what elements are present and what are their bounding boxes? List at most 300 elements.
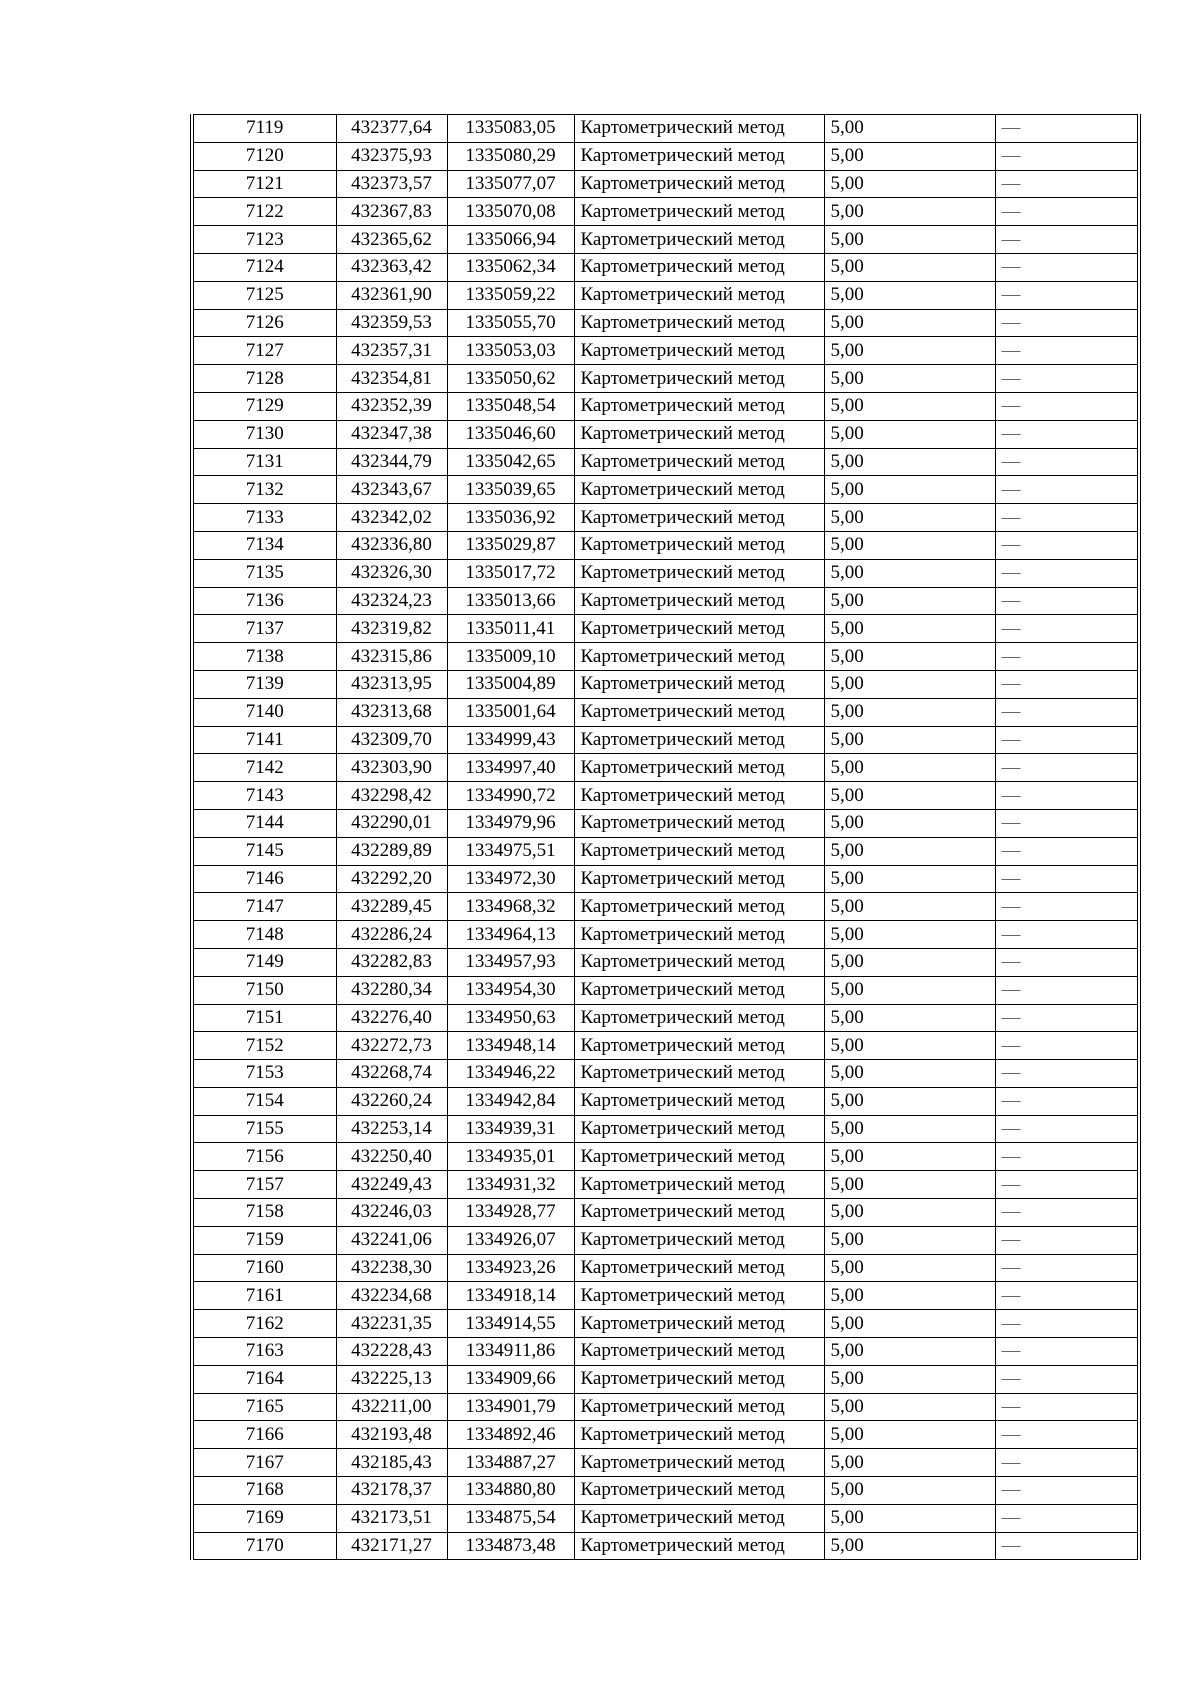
description-cell: — bbox=[995, 1199, 1139, 1227]
point-number-cell: 7155 bbox=[192, 1115, 336, 1143]
point-number-cell: 7128 bbox=[192, 365, 336, 393]
method-cell: Картометрический метод bbox=[574, 420, 824, 448]
y-coordinate-cell: 1334914,55 bbox=[447, 1310, 574, 1338]
point-number-cell: 7159 bbox=[192, 1226, 336, 1254]
accuracy-cell: 5,00 bbox=[824, 698, 995, 726]
accuracy-cell: 5,00 bbox=[824, 893, 995, 921]
y-coordinate-cell: 1335055,70 bbox=[447, 309, 574, 337]
description-cell: — bbox=[995, 309, 1139, 337]
y-coordinate-cell: 1335083,05 bbox=[447, 115, 574, 143]
point-number-cell: 7162 bbox=[192, 1310, 336, 1338]
description-cell: — bbox=[995, 976, 1139, 1004]
description-cell: — bbox=[995, 1365, 1139, 1393]
table-row bbox=[192, 1282, 1139, 1310]
table-row bbox=[192, 1477, 1139, 1505]
y-coordinate-cell: 1334968,32 bbox=[447, 893, 574, 921]
description-cell: — bbox=[995, 809, 1139, 837]
method-cell: Картометрический метод bbox=[574, 337, 824, 365]
y-coordinate-cell: 1335004,89 bbox=[447, 670, 574, 698]
point-number-cell: 7152 bbox=[192, 1032, 336, 1060]
table-row bbox=[192, 170, 1139, 198]
description-cell: — bbox=[995, 1143, 1139, 1171]
accuracy-cell: 5,00 bbox=[824, 1060, 995, 1088]
y-coordinate-cell: 1334999,43 bbox=[447, 726, 574, 754]
description-cell: — bbox=[995, 559, 1139, 587]
y-coordinate-cell: 1334911,86 bbox=[447, 1338, 574, 1366]
description-cell: — bbox=[995, 420, 1139, 448]
accuracy-cell: 5,00 bbox=[824, 1199, 995, 1227]
description-cell: — bbox=[995, 643, 1139, 671]
method-cell: Картометрический метод bbox=[574, 1532, 824, 1560]
x-coordinate-cell: 432280,34 bbox=[336, 976, 447, 1004]
point-number-cell: 7156 bbox=[192, 1143, 336, 1171]
y-coordinate-cell: 1335059,22 bbox=[447, 281, 574, 309]
method-cell: Картометрический метод bbox=[574, 1143, 824, 1171]
description-cell: — bbox=[995, 1004, 1139, 1032]
point-number-cell: 7167 bbox=[192, 1449, 336, 1477]
y-coordinate-cell: 1335013,66 bbox=[447, 587, 574, 615]
x-coordinate-cell: 432260,24 bbox=[336, 1087, 447, 1115]
x-coordinate-cell: 432361,90 bbox=[336, 281, 447, 309]
accuracy-cell: 5,00 bbox=[824, 198, 995, 226]
table-row bbox=[192, 365, 1139, 393]
x-coordinate-cell: 432373,57 bbox=[336, 170, 447, 198]
description-cell: — bbox=[995, 726, 1139, 754]
method-cell: Картометрический метод bbox=[574, 1449, 824, 1477]
accuracy-cell: 5,00 bbox=[824, 1477, 995, 1505]
method-cell: Картометрический метод bbox=[574, 698, 824, 726]
accuracy-cell: 5,00 bbox=[824, 754, 995, 782]
table-row bbox=[192, 698, 1139, 726]
point-number-cell: 7123 bbox=[192, 226, 336, 254]
point-number-cell: 7119 bbox=[192, 115, 336, 143]
x-coordinate-cell: 432352,39 bbox=[336, 392, 447, 420]
description-cell: — bbox=[995, 837, 1139, 865]
y-coordinate-cell: 1335009,10 bbox=[447, 643, 574, 671]
point-number-cell: 7154 bbox=[192, 1087, 336, 1115]
description-cell: — bbox=[995, 170, 1139, 198]
point-number-cell: 7124 bbox=[192, 253, 336, 281]
table-row bbox=[192, 921, 1139, 949]
point-number-cell: 7121 bbox=[192, 170, 336, 198]
table-row bbox=[192, 670, 1139, 698]
y-coordinate-cell: 1334887,27 bbox=[447, 1449, 574, 1477]
y-coordinate-cell: 1335039,65 bbox=[447, 476, 574, 504]
table-row bbox=[192, 253, 1139, 281]
method-cell: Картометрический метод bbox=[574, 1477, 824, 1505]
x-coordinate-cell: 432238,30 bbox=[336, 1254, 447, 1282]
method-cell: Картометрический метод bbox=[574, 782, 824, 810]
x-coordinate-cell: 432286,24 bbox=[336, 921, 447, 949]
description-cell: — bbox=[995, 1115, 1139, 1143]
method-cell: Картометрический метод bbox=[574, 1365, 824, 1393]
y-coordinate-cell: 1334948,14 bbox=[447, 1032, 574, 1060]
accuracy-cell: 5,00 bbox=[824, 1365, 995, 1393]
x-coordinate-cell: 432319,82 bbox=[336, 615, 447, 643]
point-number-cell: 7166 bbox=[192, 1421, 336, 1449]
accuracy-cell: 5,00 bbox=[824, 1004, 995, 1032]
y-coordinate-cell: 1335050,62 bbox=[447, 365, 574, 393]
table-row bbox=[192, 504, 1139, 532]
point-number-cell: 7142 bbox=[192, 754, 336, 782]
description-cell: — bbox=[995, 893, 1139, 921]
point-number-cell: 7141 bbox=[192, 726, 336, 754]
y-coordinate-cell: 1334942,84 bbox=[447, 1087, 574, 1115]
description-cell: — bbox=[995, 337, 1139, 365]
description-cell: — bbox=[995, 504, 1139, 532]
description-cell: — bbox=[995, 1032, 1139, 1060]
accuracy-cell: 5,00 bbox=[824, 1226, 995, 1254]
x-coordinate-cell: 432250,40 bbox=[336, 1143, 447, 1171]
x-coordinate-cell: 432171,27 bbox=[336, 1532, 447, 1560]
x-coordinate-cell: 432178,37 bbox=[336, 1477, 447, 1505]
method-cell: Картометрический метод bbox=[574, 670, 824, 698]
method-cell: Картометрический метод bbox=[574, 170, 824, 198]
point-number-cell: 7129 bbox=[192, 392, 336, 420]
y-coordinate-cell: 1334901,79 bbox=[447, 1393, 574, 1421]
accuracy-cell: 5,00 bbox=[824, 1393, 995, 1421]
point-number-cell: 7146 bbox=[192, 865, 336, 893]
y-coordinate-cell: 1335036,92 bbox=[447, 504, 574, 532]
y-coordinate-cell: 1335029,87 bbox=[447, 531, 574, 559]
point-number-cell: 7122 bbox=[192, 198, 336, 226]
x-coordinate-cell: 432344,79 bbox=[336, 448, 447, 476]
method-cell: Картометрический метод bbox=[574, 115, 824, 143]
table-row bbox=[192, 281, 1139, 309]
description-cell: — bbox=[995, 1393, 1139, 1421]
description-cell: — bbox=[995, 448, 1139, 476]
point-number-cell: 7153 bbox=[192, 1060, 336, 1088]
method-cell: Картометрический метод bbox=[574, 531, 824, 559]
x-coordinate-cell: 432363,42 bbox=[336, 253, 447, 281]
accuracy-cell: 5,00 bbox=[824, 337, 995, 365]
x-coordinate-cell: 432289,45 bbox=[336, 893, 447, 921]
accuracy-cell: 5,00 bbox=[824, 921, 995, 949]
point-number-cell: 7139 bbox=[192, 670, 336, 698]
point-number-cell: 7125 bbox=[192, 281, 336, 309]
method-cell: Картометрический метод bbox=[574, 1199, 824, 1227]
accuracy-cell: 5,00 bbox=[824, 531, 995, 559]
table-row bbox=[192, 1421, 1139, 1449]
table-row bbox=[192, 531, 1139, 559]
accuracy-cell: 5,00 bbox=[824, 392, 995, 420]
accuracy-cell: 5,00 bbox=[824, 559, 995, 587]
description-cell: — bbox=[995, 1532, 1139, 1560]
point-number-cell: 7138 bbox=[192, 643, 336, 671]
x-coordinate-cell: 432303,90 bbox=[336, 754, 447, 782]
y-coordinate-cell: 1335077,07 bbox=[447, 170, 574, 198]
accuracy-cell: 5,00 bbox=[824, 587, 995, 615]
method-cell: Картометрический метод bbox=[574, 448, 824, 476]
y-coordinate-cell: 1334892,46 bbox=[447, 1421, 574, 1449]
x-coordinate-cell: 432292,20 bbox=[336, 865, 447, 893]
x-coordinate-cell: 432276,40 bbox=[336, 1004, 447, 1032]
accuracy-cell: 5,00 bbox=[824, 281, 995, 309]
y-coordinate-cell: 1335070,08 bbox=[447, 198, 574, 226]
x-coordinate-cell: 432173,51 bbox=[336, 1504, 447, 1532]
description-cell: — bbox=[995, 365, 1139, 393]
table-row bbox=[192, 643, 1139, 671]
method-cell: Картометрический метод bbox=[574, 504, 824, 532]
table-row bbox=[192, 809, 1139, 837]
method-cell: Картометрический метод bbox=[574, 1032, 824, 1060]
x-coordinate-cell: 432357,31 bbox=[336, 337, 447, 365]
y-coordinate-cell: 1334931,32 bbox=[447, 1171, 574, 1199]
accuracy-cell: 5,00 bbox=[824, 504, 995, 532]
accuracy-cell: 5,00 bbox=[824, 1310, 995, 1338]
method-cell: Картометрический метод bbox=[574, 226, 824, 254]
point-number-cell: 7130 bbox=[192, 420, 336, 448]
x-coordinate-cell: 432193,48 bbox=[336, 1421, 447, 1449]
point-number-cell: 7147 bbox=[192, 893, 336, 921]
accuracy-cell: 5,00 bbox=[824, 643, 995, 671]
accuracy-cell: 5,00 bbox=[824, 1032, 995, 1060]
x-coordinate-cell: 432268,74 bbox=[336, 1060, 447, 1088]
x-coordinate-cell: 432246,03 bbox=[336, 1199, 447, 1227]
y-coordinate-cell: 1334880,80 bbox=[447, 1477, 574, 1505]
table-row bbox=[192, 726, 1139, 754]
y-coordinate-cell: 1334875,54 bbox=[447, 1504, 574, 1532]
description-cell: — bbox=[995, 615, 1139, 643]
description-cell: — bbox=[995, 226, 1139, 254]
table-row bbox=[192, 1310, 1139, 1338]
x-coordinate-cell: 432342,02 bbox=[336, 504, 447, 532]
table-row bbox=[192, 865, 1139, 893]
y-coordinate-cell: 1335001,64 bbox=[447, 698, 574, 726]
x-coordinate-cell: 432228,43 bbox=[336, 1338, 447, 1366]
description-cell: — bbox=[995, 1254, 1139, 1282]
table-row bbox=[192, 1032, 1139, 1060]
description-cell: — bbox=[995, 392, 1139, 420]
point-number-cell: 7136 bbox=[192, 587, 336, 615]
accuracy-cell: 5,00 bbox=[824, 1504, 995, 1532]
y-coordinate-cell: 1334954,30 bbox=[447, 976, 574, 1004]
method-cell: Картометрический метод bbox=[574, 1282, 824, 1310]
description-cell: — bbox=[995, 198, 1139, 226]
point-number-cell: 7163 bbox=[192, 1338, 336, 1366]
coordinates-table-body bbox=[192, 115, 1139, 1560]
x-coordinate-cell: 432309,70 bbox=[336, 726, 447, 754]
x-coordinate-cell: 432253,14 bbox=[336, 1115, 447, 1143]
accuracy-cell: 5,00 bbox=[824, 809, 995, 837]
x-coordinate-cell: 432359,53 bbox=[336, 309, 447, 337]
point-number-cell: 7145 bbox=[192, 837, 336, 865]
accuracy-cell: 5,00 bbox=[824, 1421, 995, 1449]
description-cell: — bbox=[995, 1504, 1139, 1532]
table-row bbox=[192, 1199, 1139, 1227]
description-cell: — bbox=[995, 1421, 1139, 1449]
x-coordinate-cell: 432324,23 bbox=[336, 587, 447, 615]
y-coordinate-cell: 1334997,40 bbox=[447, 754, 574, 782]
method-cell: Картометрический метод bbox=[574, 1393, 824, 1421]
y-coordinate-cell: 1334946,22 bbox=[447, 1060, 574, 1088]
description-cell: — bbox=[995, 531, 1139, 559]
description-cell: — bbox=[995, 1477, 1139, 1505]
method-cell: Картометрический метод bbox=[574, 809, 824, 837]
y-coordinate-cell: 1335066,94 bbox=[447, 226, 574, 254]
table-row bbox=[192, 420, 1139, 448]
accuracy-cell: 5,00 bbox=[824, 726, 995, 754]
method-cell: Картометрический метод bbox=[574, 1115, 824, 1143]
description-cell: — bbox=[995, 782, 1139, 810]
table-row bbox=[192, 1060, 1139, 1088]
method-cell: Картометрический метод bbox=[574, 1310, 824, 1338]
y-coordinate-cell: 1334950,63 bbox=[447, 1004, 574, 1032]
description-cell: — bbox=[995, 1310, 1139, 1338]
method-cell: Картометрический метод bbox=[574, 1421, 824, 1449]
accuracy-cell: 5,00 bbox=[824, 1115, 995, 1143]
point-number-cell: 7131 bbox=[192, 448, 336, 476]
y-coordinate-cell: 1335080,29 bbox=[447, 142, 574, 170]
y-coordinate-cell: 1335062,34 bbox=[447, 253, 574, 281]
description-cell: — bbox=[995, 670, 1139, 698]
point-number-cell: 7150 bbox=[192, 976, 336, 1004]
table-row bbox=[192, 976, 1139, 1004]
method-cell: Картометрический метод bbox=[574, 976, 824, 1004]
table-row bbox=[192, 1393, 1139, 1421]
table-row bbox=[192, 142, 1139, 170]
description-cell: — bbox=[995, 1087, 1139, 1115]
point-number-cell: 7140 bbox=[192, 698, 336, 726]
method-cell: Картометрический метод bbox=[574, 365, 824, 393]
x-coordinate-cell: 432211,00 bbox=[336, 1393, 447, 1421]
x-coordinate-cell: 432354,81 bbox=[336, 365, 447, 393]
point-number-cell: 7143 bbox=[192, 782, 336, 810]
accuracy-cell: 5,00 bbox=[824, 1338, 995, 1366]
y-coordinate-cell: 1334957,93 bbox=[447, 948, 574, 976]
coordinates-table bbox=[190, 114, 1141, 1560]
description-cell: — bbox=[995, 281, 1139, 309]
table-row bbox=[192, 1449, 1139, 1477]
accuracy-cell: 5,00 bbox=[824, 142, 995, 170]
table-row bbox=[192, 1532, 1139, 1560]
y-coordinate-cell: 1334909,66 bbox=[447, 1365, 574, 1393]
accuracy-cell: 5,00 bbox=[824, 837, 995, 865]
y-coordinate-cell: 1335011,41 bbox=[447, 615, 574, 643]
x-coordinate-cell: 432375,93 bbox=[336, 142, 447, 170]
method-cell: Картометрический метод bbox=[574, 198, 824, 226]
description-cell: — bbox=[995, 754, 1139, 782]
accuracy-cell: 5,00 bbox=[824, 1143, 995, 1171]
method-cell: Картометрический метод bbox=[574, 1254, 824, 1282]
x-coordinate-cell: 432336,80 bbox=[336, 531, 447, 559]
description-cell: — bbox=[995, 142, 1139, 170]
description-cell: — bbox=[995, 476, 1139, 504]
x-coordinate-cell: 432365,62 bbox=[336, 226, 447, 254]
point-number-cell: 7151 bbox=[192, 1004, 336, 1032]
point-number-cell: 7133 bbox=[192, 504, 336, 532]
accuracy-cell: 5,00 bbox=[824, 476, 995, 504]
method-cell: Картометрический метод bbox=[574, 1226, 824, 1254]
y-coordinate-cell: 1334939,31 bbox=[447, 1115, 574, 1143]
point-number-cell: 7169 bbox=[192, 1504, 336, 1532]
y-coordinate-cell: 1334990,72 bbox=[447, 782, 574, 810]
point-number-cell: 7157 bbox=[192, 1171, 336, 1199]
point-number-cell: 7161 bbox=[192, 1282, 336, 1310]
accuracy-cell: 5,00 bbox=[824, 1254, 995, 1282]
y-coordinate-cell: 1334975,51 bbox=[447, 837, 574, 865]
y-coordinate-cell: 1334979,96 bbox=[447, 809, 574, 837]
method-cell: Картометрический метод bbox=[574, 1060, 824, 1088]
description-cell: — bbox=[995, 115, 1139, 143]
y-coordinate-cell: 1335053,03 bbox=[447, 337, 574, 365]
method-cell: Картометрический метод bbox=[574, 754, 824, 782]
table-row bbox=[192, 1087, 1139, 1115]
x-coordinate-cell: 432225,13 bbox=[336, 1365, 447, 1393]
description-cell: — bbox=[995, 948, 1139, 976]
point-number-cell: 7134 bbox=[192, 531, 336, 559]
accuracy-cell: 5,00 bbox=[824, 948, 995, 976]
table-row bbox=[192, 893, 1139, 921]
x-coordinate-cell: 432315,86 bbox=[336, 643, 447, 671]
x-coordinate-cell: 432326,30 bbox=[336, 559, 447, 587]
accuracy-cell: 5,00 bbox=[824, 1087, 995, 1115]
accuracy-cell: 5,00 bbox=[824, 309, 995, 337]
method-cell: Картометрический метод bbox=[574, 253, 824, 281]
point-number-cell: 7137 bbox=[192, 615, 336, 643]
point-number-cell: 7120 bbox=[192, 142, 336, 170]
method-cell: Картометрический метод bbox=[574, 615, 824, 643]
table-row bbox=[192, 1504, 1139, 1532]
x-coordinate-cell: 432282,83 bbox=[336, 948, 447, 976]
x-coordinate-cell: 432234,68 bbox=[336, 1282, 447, 1310]
x-coordinate-cell: 432241,06 bbox=[336, 1226, 447, 1254]
table-row bbox=[192, 948, 1139, 976]
accuracy-cell: 5,00 bbox=[824, 420, 995, 448]
accuracy-cell: 5,00 bbox=[824, 615, 995, 643]
table-row bbox=[192, 559, 1139, 587]
method-cell: Картометрический метод bbox=[574, 1004, 824, 1032]
description-cell: — bbox=[995, 698, 1139, 726]
description-cell: — bbox=[995, 1171, 1139, 1199]
method-cell: Картометрический метод bbox=[574, 726, 824, 754]
y-coordinate-cell: 1334935,01 bbox=[447, 1143, 574, 1171]
method-cell: Картометрический метод bbox=[574, 309, 824, 337]
method-cell: Картометрический метод bbox=[574, 392, 824, 420]
x-coordinate-cell: 432185,43 bbox=[336, 1449, 447, 1477]
x-coordinate-cell: 432249,43 bbox=[336, 1171, 447, 1199]
y-coordinate-cell: 1335017,72 bbox=[447, 559, 574, 587]
y-coordinate-cell: 1334972,30 bbox=[447, 865, 574, 893]
description-cell: — bbox=[995, 1226, 1139, 1254]
table-row bbox=[192, 476, 1139, 504]
x-coordinate-cell: 432377,64 bbox=[336, 115, 447, 143]
accuracy-cell: 5,00 bbox=[824, 226, 995, 254]
method-cell: Картометрический метод bbox=[574, 1087, 824, 1115]
method-cell: Картометрический метод bbox=[574, 476, 824, 504]
point-number-cell: 7168 bbox=[192, 1477, 336, 1505]
method-cell: Картометрический метод bbox=[574, 865, 824, 893]
method-cell: Картометрический метод bbox=[574, 643, 824, 671]
y-coordinate-cell: 1334918,14 bbox=[447, 1282, 574, 1310]
method-cell: Картометрический метод bbox=[574, 1504, 824, 1532]
point-number-cell: 7144 bbox=[192, 809, 336, 837]
table-row bbox=[192, 1226, 1139, 1254]
description-cell: — bbox=[995, 1282, 1139, 1310]
description-cell: — bbox=[995, 921, 1139, 949]
description-cell: — bbox=[995, 1449, 1139, 1477]
table-row bbox=[192, 226, 1139, 254]
description-cell: — bbox=[995, 1060, 1139, 1088]
accuracy-cell: 5,00 bbox=[824, 365, 995, 393]
description-cell: — bbox=[995, 253, 1139, 281]
x-coordinate-cell: 432231,35 bbox=[336, 1310, 447, 1338]
x-coordinate-cell: 432313,95 bbox=[336, 670, 447, 698]
method-cell: Картометрический метод bbox=[574, 142, 824, 170]
table-row bbox=[192, 337, 1139, 365]
accuracy-cell: 5,00 bbox=[824, 782, 995, 810]
x-coordinate-cell: 432298,42 bbox=[336, 782, 447, 810]
